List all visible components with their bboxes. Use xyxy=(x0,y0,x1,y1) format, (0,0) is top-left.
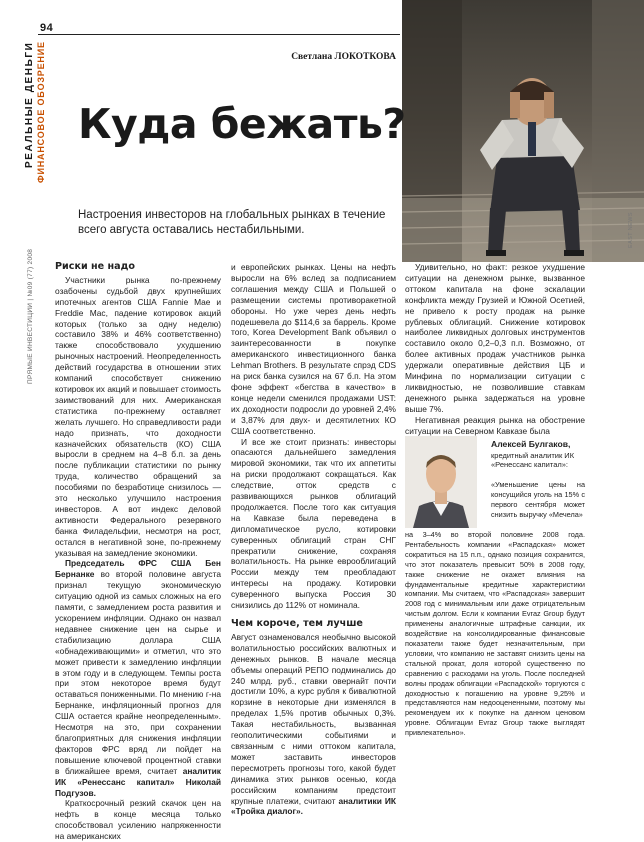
issue-label: ПРЯМЫЕ ИНВЕСТИЦИИ | №09 (77) 2008 xyxy=(27,248,34,384)
article-lead: Настроения инвесторов на глобальных рынках в течение всего августа оставались нестабильными. xyxy=(78,209,386,236)
paragraph: Краткосрочный резкий скачок цен на нефть в конце месяца только способствовал усилению напряженности на американских xyxy=(55,798,221,842)
header-rule xyxy=(38,34,400,35)
expert-comment xyxy=(405,434,585,808)
subheading: Риски не надо xyxy=(55,261,135,272)
article-column-2 xyxy=(231,262,396,817)
page-number: 94 xyxy=(40,22,54,34)
paragraph: Участники рынка по-прежнему озабочены судьбой двух крупнейших ипотечных агентов США Fannie Mae и Freddie Mac, падение котировок акций которых (только за одну неделю) составило 38% и 46% соответственно) также способствовало ухудшению рыночных настроений. Неопределенность действий государства в отношении этих компаний способствует снижению котировок их акций и повышает стоимость заимствований для них. Американская статистика по-прежнему оставляет желать лучшего. Но справедливости ради надо признать, что доходности казначейских обязательств (КО) США выросли в среднем на 4–8 б.п. за день после публикации статистики по рынку труда, количество обращений за пособиями по безработице снизилось — это несколько улучшило настроения инвесторов. А вот индекс деловой активности Федерального резервного банка Филадельфии, несмотря на рост, остался в негативной зоне, по-прежнему указывая на замедление экономики. xyxy=(55,274,221,558)
analyst-credit: аналитик ИК «Ренессанс капитал» Николай Подгузов. xyxy=(55,765,221,798)
paragraph: И все же стоит признать: инвесторы опасаются дальнейшего замедления мировой экономики, так что их аппетиты на риски продолжают сокращаться. Как следствие, отток средств с развивающихся рынков облигаций продолжается. После того как ситуация на Кавказе была переведена в дипломатическое русло, котировки суверенных облигаций стран СНГ прекратили снижение, сохраняя волатильность. На рынке еврооблигаций России между тем преобладают интересы на продажу. Котировки суверенного выпуска Россия 30 снизились до 112% от номинала. xyxy=(231,436,396,611)
expert-quote: «Уменьшение цены на консущийся уголь на 15% с первого сентября может снизить выручку «Мечела» xyxy=(491,480,585,519)
photo-credit: EAST NEWS xyxy=(628,212,634,248)
paragraph: Август ознаменовался необычно высокой волатильностью российских валютных и денежных рынков. В начале месяца объемы операций РЕПО подминались до 240 млрд. руб., ставки овернайт почти достигли 10%, а курс рубля к бивалютной корзине в некоторые дни изменялся в пределах 1,5% против обычных 0,3%. Такая нестабильность, вызванная геополитическими событиями и связанным с ними оттоком капитала, может заставить инвесторов пересмотреть прогнозы того, какой будет динамика этих рынков осенью, когда российским компаниям предстоит крупные платежи, считают аналитики ИК «Тройка диалог». xyxy=(231,631,396,817)
paragraph: Председатель ФРС США Бен Бернанке во второй половине августа признал текущую экономическую ситуацию одной из самых сложных на его памяти, с замедлением роста развития и ускорением инфляции. Однако он назвал недавнее снижение цен на сырье и стабилизацию доллара США «обнадеживающими» и отметил, что это может привести к замедлению инфляции в этом году и в следующем. Темпы роста при этом некоторое время будут оставаться пониженными. По мнению г-на Бернанке, инфляционный прогноз для США остается крайне неопределенным». Несмотря на это, при сохранении благоприятных для снижения инфляции факторов ФРС вряд ли пойдет на повышение ключевой процентной ставки в ближайшее время, считает аналитик ИК «Ренессанс капитал» Николай Подгузов. xyxy=(55,558,221,798)
subheading: Чем короче, тем лучше xyxy=(231,618,363,629)
paragraph: Удивительно, но факт: резкое ухудшение ситуации на денежном рынке, вызванное оттоком капитала на фоне эскалации конфликта между Грузией и Южной Осетией, не привело к росту продаж на рынке рублевых облигаций. Снижение котировок наиболее ликвидных долговых инструментов составило около 0,2–0,3 п.п. Возможно, от более активных продаж участников рынка удержали оперативные действия ЦБ и Минфина по нормализации ситуации с ликвидностью, не позволившие ставкам денежного рынка задержаться на уровне выше 7%. xyxy=(405,262,585,414)
analyst-credit: аналитики ИК «Тройка диалог». xyxy=(231,795,396,817)
expert-quote-continued: на 3–4% во второй половине 2008 года. Рентабельность компании «Распадская» может сократиться на 15 п.п., однако позиция сохранится, что этот показатель превысит 50% в 2008 году, также снижение не окажет влияния на фундаментальные кредитные характеристики компании. Мы считаем, что «Распадская» завершит 2008 год с минимальным или даже отрицательным чистым долгом. Если к компании Evraz Group будут применены аналогичные штрафные санкции, их воздействие на консолидированные финансовые показатели также будет незначительным, при условии, что компанию не заставят снизить цены на стальной прокат, доля которой существенно по сравнению с расходами на уголь. После последней волны продаж облигации «Распадской» торгуются с доходностью к погашению на уровне 9,25% и представляются нам недооцененными, поэтому мы рекомендуем их к покупке на данном ценовом уровне. Облигации Evraz Group также выглядят привлекательно». xyxy=(405,530,585,738)
paragraph: и европейских рынках. Цены на нефть выросли на 6% вслед за подписанием соглашения между США и Польшей о размещении системы противоракетной обороны. Но уже через день нефть подешевела до $114,6 за баррель. Кроме того, Korea Development Bank объявил о заинтересованности в покупке американского инвестиционного банка Lehman Brothers. В результате спрэд CDS на риск банка сузился на 67 б.п. На этом фоне эффект «бегства в качество» в конце недели сменился продажами UST: их доходности подросли до уровней 2,4% и 3,87% для двух- и десятилетних КО США соответственно. xyxy=(231,262,396,436)
article-headline: Куда бежать? xyxy=(78,100,406,148)
person-name: Председатель ФРС США Бен Бернанке xyxy=(55,558,221,580)
expert-name: Алексей Булгаков, xyxy=(491,439,571,449)
expert-title: кредитный аналитик ИК «Ренессанс капитал»: xyxy=(491,451,575,470)
expert-portrait xyxy=(405,436,477,528)
article-column-1 xyxy=(55,262,221,842)
article-column-3 xyxy=(405,262,585,437)
article-photo xyxy=(402,0,644,262)
paragraph: Негативная реакция рынка на обострение ситуации на Северном Кавказе была xyxy=(405,414,585,436)
rubric-label: ФИНАНСОВОЕ ОБОЗРЕНИЕ xyxy=(36,41,46,183)
article-byline: Светлана ЛОКОТКОВА xyxy=(291,52,396,62)
section-label: РЕАЛЬНЫЕ ДЕНЬГИ xyxy=(24,41,35,168)
